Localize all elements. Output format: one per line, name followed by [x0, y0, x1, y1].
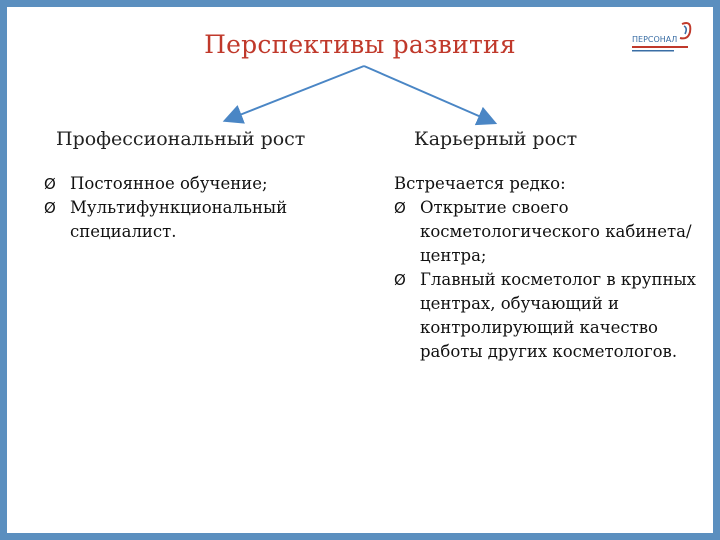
- list-item: [394, 268, 714, 364]
- list-item: [394, 196, 714, 268]
- list-item-text: Постоянное обучение;: [70, 174, 268, 193]
- list-item-text: Мультифункциональный специалист.: [70, 198, 288, 241]
- left-bullet-list: [44, 172, 344, 244]
- bullet-arrow-icon: Ø: [44, 199, 56, 217]
- bullet-arrow-icon: Ø: [394, 271, 406, 289]
- slide-title: Перспективы развития: [204, 30, 516, 59]
- right-bullet-list: [394, 196, 714, 364]
- list-item: [44, 172, 344, 196]
- arrow-left: [232, 66, 364, 118]
- logo-text: ПЕРСОНАЛ: [632, 35, 678, 44]
- arrow-right: [364, 66, 488, 120]
- left-column-heading: Профессиональный рост: [56, 128, 306, 150]
- list-item: [44, 196, 344, 244]
- right-intro-text: Встречается редко:: [394, 174, 566, 193]
- list-item-text: Открытие своего косметологического кабинета/центра;: [420, 198, 692, 265]
- right-column-heading: Карьерный рост: [414, 128, 578, 150]
- bullet-arrow-icon: Ø: [394, 199, 406, 217]
- right-column-body: [394, 172, 714, 364]
- list-item-text: Главный косметолог в крупных центрах, обучающий и контролирующий качество работы других косметологов.: [420, 270, 696, 361]
- bullet-arrow-icon: Ø: [44, 175, 56, 193]
